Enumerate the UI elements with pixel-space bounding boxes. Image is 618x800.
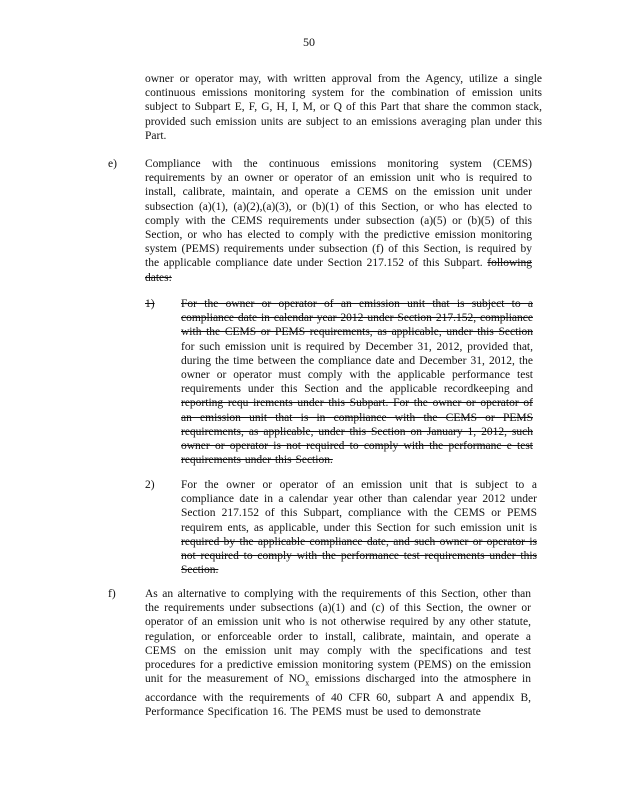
section-e-label: e) <box>108 158 117 170</box>
section-f-text-after: emissions discharged into the atmosphere in accordance with the requirements of 40 CFR 60, subpart A and appendix B, Performance Specification 16. The PEMS must be used to demonstrate <box>145 673 531 718</box>
item-2-label: 2) <box>145 479 155 491</box>
section-f-paragraph <box>145 587 531 719</box>
intro-paragraph: owner or operator may, with written approval from the Agency, utilize a single continuous emissions monitoring system for the combination of emission units subject to Subpart E, F, G, H, I, M, or Q of this Part that share the common stack, provided such emission units are subject to an emissions averaging plan under this Part. <box>145 73 542 142</box>
item-2-paragraph <box>181 478 537 577</box>
section-f-text-before: As an alternative to complying with the requirements of this Section, other than the requirements under subsections (a)(1) and (c) of this Section, the owner or operator of an emission unit who is not otherwise required by any other statute, regulation, or enforceable order to install, calibrate, maintain, and operate a CEMS on the emission unit may comply with the specifications and test procedures for a predictive emission monitoring system (PEMS) on the emission unit for the measurement of NO <box>145 588 531 686</box>
item-1-label: 1) <box>145 298 155 310</box>
item-2-struck-text: required by the applicable compliance date, and such owner or operator is not required to comply with the performance test requirements under this Section. <box>181 535 537 577</box>
item-1-text: for such emission unit is required by December 31, 2012, provided that, during the time between the compliance date and December 31, 2012, the owner or operator must comply with the applicable performance test requirements under this Section and the applicable recordkeeping and <box>181 340 533 396</box>
item-1-paragraph <box>181 297 533 467</box>
item-1-struck-lead: For the owner or operator of an emission unit that is subject to a compliance date in calendar year 2012 under Section 217.152, compliance with the CEMS or PEMS requirements, as applicable, under this Section <box>181 298 533 339</box>
section-f-label: f) <box>108 588 116 600</box>
nox-subscript: x <box>305 678 310 688</box>
item-1-struck-tail: reporting requ irements under this Subpart. For the owner or operator of an emission unit that is in compliance with the CEMS or PEMS requirements, as applicable, under this Section on January 1, 2012, such owner or operator is not required to comply with the performanc e test requirements under this Section. <box>181 397 533 467</box>
section-e-struck-text: following dates: <box>145 257 532 284</box>
page-number: 50 <box>303 35 315 49</box>
section-e-text: Compliance with the continuous emissions monitoring system (CEMS) requirements by an owner or operator of an emission unit who is required to install, calibrate, maintain, and operate a CEMS on the emission unit under subsection (a)(1), (a)(2),(a)(3), or (b)(1) of this Section, or who has elected to comply with the CEMS requirements under subsection (a)(5) or (b)(5) of this Section, or who has elected to comply with the predictive emission monitoring system (PEMS) requirements under subsection (f) of this Section, is required by the applicable compliance date under Section 217.152 of this Subpart. <box>145 158 532 270</box>
item-2-text: For the owner or operator of an emission unit that is subject to a compliance date in a calendar year other than calendar year 2012 under Section 217.152 of this Subpart, compliance with the CEMS or PEMS requirem ents, as applicable, under this Section for such emission unit is <box>181 479 537 534</box>
section-e-paragraph <box>145 157 532 285</box>
